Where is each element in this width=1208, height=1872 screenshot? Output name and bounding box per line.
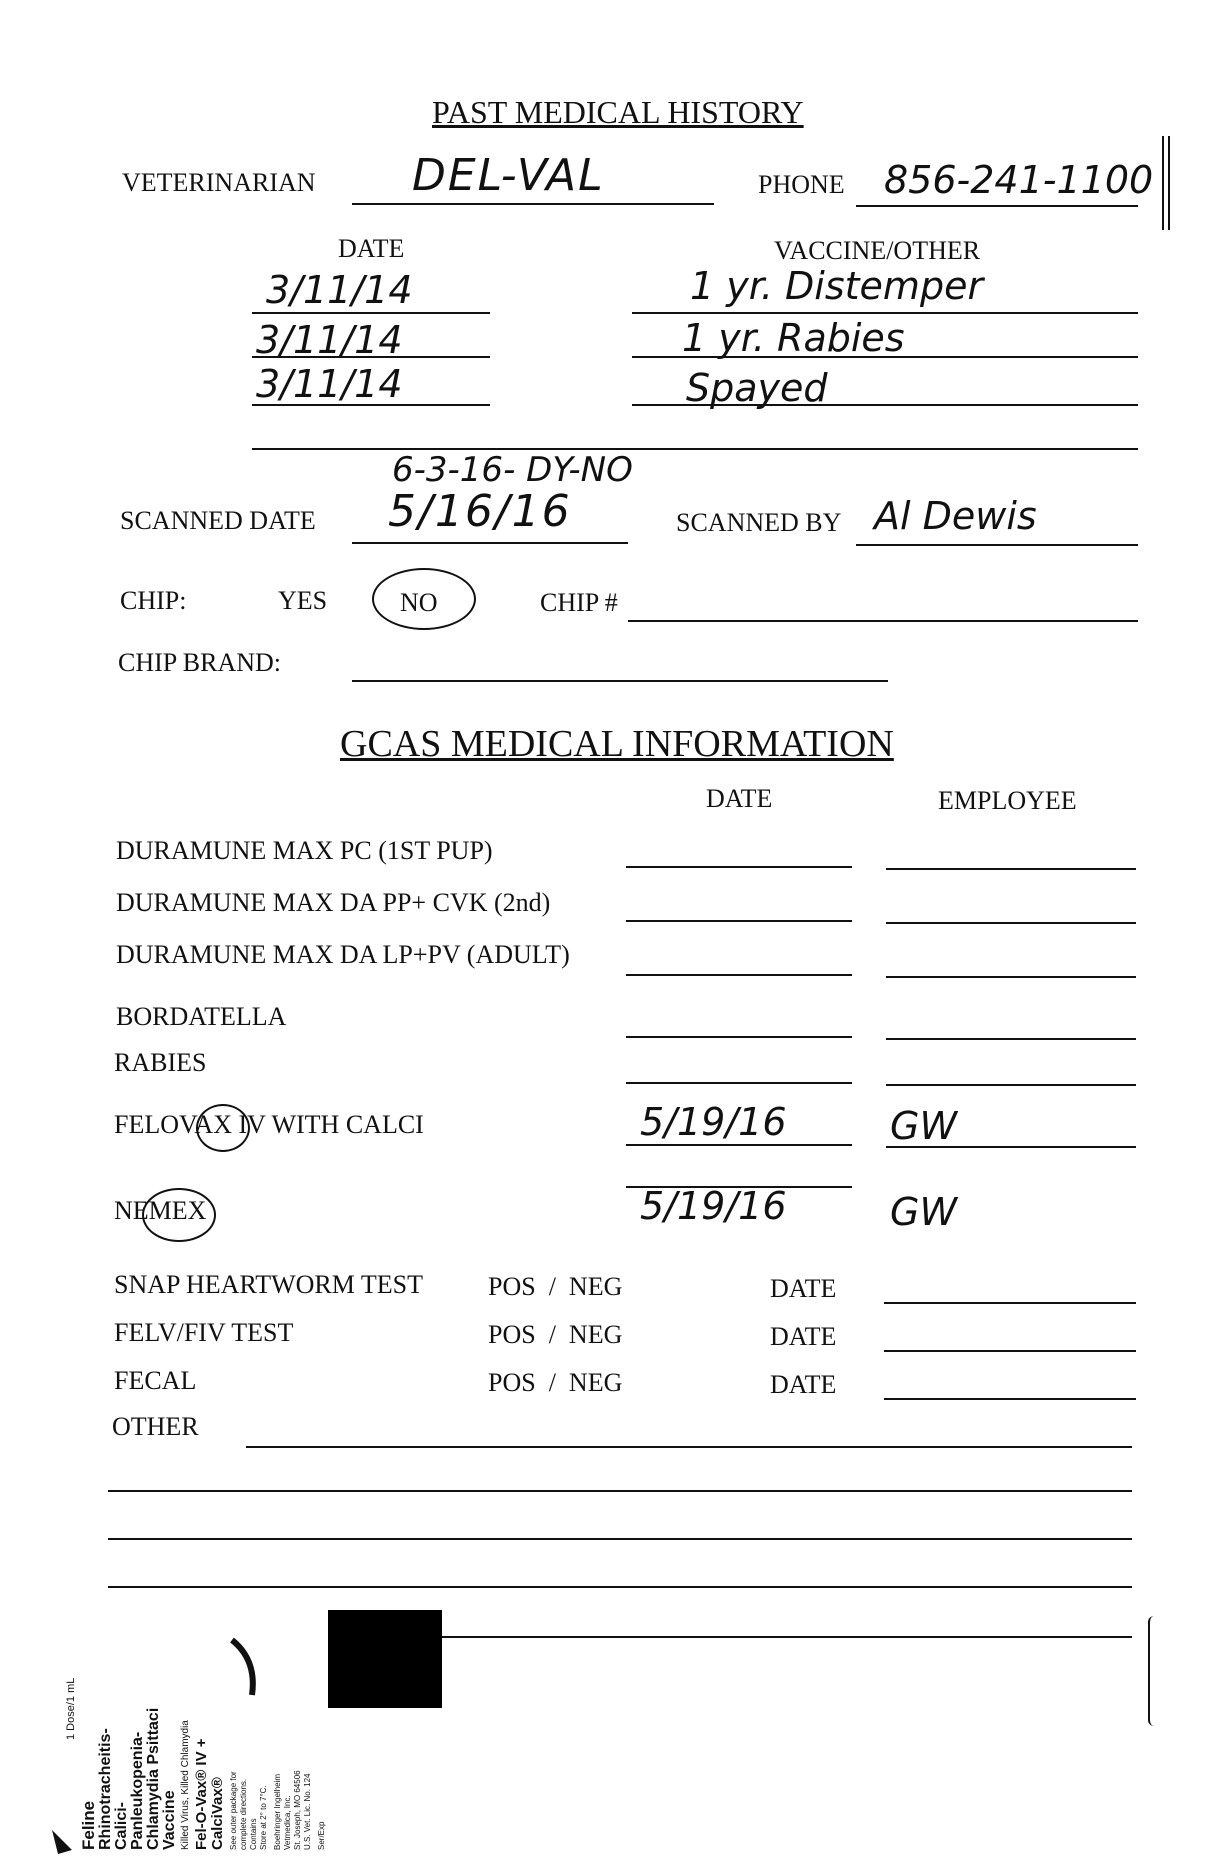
handwritten-note: 6-3-16- DY-NO xyxy=(392,450,633,490)
vaccine-name-1: DURAMUNE MAX PC (1ST PUP) xyxy=(116,836,493,865)
sticker-dose: 1 Dose/1 mL xyxy=(65,1677,77,1740)
history-date-2[interactable]: 3/11/14 xyxy=(256,318,403,362)
chip-no-option[interactable]: NO xyxy=(400,588,438,617)
date-header: DATE xyxy=(338,234,405,263)
chip-brand-line[interactable] xyxy=(352,680,888,682)
test-date-label-3: DATE xyxy=(770,1370,837,1399)
vaccine-name-2: DURAMUNE MAX DA PP+ CVK (2nd) xyxy=(116,888,551,917)
vaccine-date-line-6[interactable] xyxy=(626,1144,852,1146)
vaccine-employee-line-6[interactable] xyxy=(886,1146,1136,1148)
scanned-date-label: SCANNED DATE xyxy=(120,506,316,535)
test-result-3[interactable]: POS / NEG xyxy=(488,1368,623,1397)
vaccine-date-line-5[interactable] xyxy=(626,1082,852,1084)
sticker-brand-2: CalciVax® xyxy=(209,1777,226,1850)
vaccine-sticker-art xyxy=(52,1600,352,1860)
chip-yes-option[interactable]: YES xyxy=(278,586,328,615)
chip-number-line[interactable] xyxy=(628,620,1138,622)
vaccine-name-3: DURAMUNE MAX DA LP+PV (ADULT) xyxy=(116,940,570,969)
sticker-storage-1: See outer package for xyxy=(229,1771,238,1850)
other-line-2[interactable] xyxy=(108,1490,1132,1492)
chip-number-label: CHIP # xyxy=(540,588,618,617)
test-name-1: SNAP HEARTWORM TEST xyxy=(114,1270,424,1299)
sticker-line-1: Feline xyxy=(79,1800,98,1850)
test-name-3: FECAL xyxy=(114,1366,197,1395)
history-item-3[interactable]: Spayed xyxy=(686,366,828,410)
sticker-storage-4: Store at 2° to 7°C. xyxy=(259,1785,268,1850)
scanned-date-line xyxy=(352,542,628,544)
chip-no-circle xyxy=(372,568,476,630)
other-line-3[interactable] xyxy=(108,1538,1132,1540)
sticker-line-5: Chlamydia Psittaci xyxy=(145,1707,162,1850)
history-date-line-1 xyxy=(252,312,490,314)
sticker-line-2: Rhinotracheitis- xyxy=(97,1728,114,1850)
gcas-title: GCAS MEDICAL INFORMATION xyxy=(340,723,894,765)
sticker-swoosh-icon xyxy=(232,1640,253,1695)
sticker-line-4: Panleukopenia- xyxy=(129,1731,146,1850)
sticker-maker-1: Boehringer Ingelheim xyxy=(273,1773,282,1850)
test-result-2[interactable]: POS / NEG xyxy=(488,1320,623,1349)
sticker-storage-3: Contains xyxy=(249,1818,258,1850)
vaccine-name-5: RABIES xyxy=(114,1048,207,1077)
sticker-line-6: Vaccine xyxy=(161,1790,178,1850)
past-history-title: PAST MEDICAL HISTORY xyxy=(432,94,804,130)
sticker-storage-2: complete directions. xyxy=(239,1778,248,1850)
vaccine-name-7: NEMEX xyxy=(114,1196,207,1225)
other-line-4[interactable] xyxy=(108,1586,1132,1588)
sticker-maker-3: St. Joseph, MO 64506 xyxy=(293,1770,302,1850)
scanned-by-label: SCANNED BY xyxy=(676,508,842,537)
felovax-circle xyxy=(196,1104,250,1152)
history-item-line-3 xyxy=(632,404,1138,406)
chip-label: CHIP: xyxy=(120,586,187,615)
other-label: OTHER xyxy=(112,1412,199,1441)
gcas-employee-header: EMPLOYEE xyxy=(938,786,1077,815)
history-item-line-2 xyxy=(632,356,1138,358)
history-date-3[interactable]: 3/11/14 xyxy=(256,362,403,406)
vaccine-employee-line-4[interactable] xyxy=(886,1038,1136,1040)
vaccine-date-6[interactable]: 5/19/16 xyxy=(640,1100,787,1144)
history-date-line-2 xyxy=(252,356,490,358)
vaccine-other-header: VACCINE/OTHER xyxy=(774,236,981,265)
chip-brand-label: CHIP BRAND: xyxy=(118,648,282,677)
vaccine-date-line-1[interactable] xyxy=(626,866,852,868)
veterinarian-line xyxy=(352,203,714,205)
vaccine-sticker xyxy=(52,1600,352,1860)
sticker-arrow-icon xyxy=(52,1830,72,1854)
test-name-2: FELV/FIV TEST xyxy=(114,1318,294,1347)
sticker-sub: Killed Virus, Killed Chlamydia xyxy=(180,1720,191,1850)
sticker-serial: Ser/Exp xyxy=(317,1821,326,1850)
veterinarian-value[interactable]: DEL-VAL xyxy=(412,150,605,201)
phone-label: PHONE xyxy=(758,170,845,199)
vaccine-name-4: BORDATELLA xyxy=(116,1002,287,1031)
gcas-date-header: DATE xyxy=(706,784,773,813)
sticker-maker-2: Vetmedica, Inc. xyxy=(283,1795,292,1850)
sticker-line-3: Calici- xyxy=(113,1801,130,1850)
test-date-line-3[interactable] xyxy=(884,1398,1136,1400)
vaccine-date-line-2[interactable] xyxy=(626,920,852,922)
vaccine-employee-line-3[interactable] xyxy=(886,976,1136,978)
veterinarian-label: VETERINARIAN xyxy=(122,168,316,197)
phone-line xyxy=(856,205,1138,207)
test-date-label-2: DATE xyxy=(770,1322,837,1351)
history-date-line-3 xyxy=(252,404,490,406)
other-line-1[interactable] xyxy=(246,1446,1132,1448)
vaccine-employee-line-5[interactable] xyxy=(886,1084,1136,1086)
vaccine-employee-line-2[interactable] xyxy=(886,922,1136,924)
sticker-brand: Fel-O-Vax® IV + xyxy=(193,1738,210,1850)
vaccine-date-7[interactable]: 5/19/16 xyxy=(640,1184,787,1228)
history-item-1[interactable]: 1 yr. Distemper xyxy=(690,264,984,308)
test-date-label-1: DATE xyxy=(770,1274,837,1303)
nemex-circle xyxy=(142,1188,216,1242)
margin-mark xyxy=(1162,136,1170,230)
test-date-line-1[interactable] xyxy=(884,1302,1136,1304)
scanned-date-value[interactable]: 5/16/16 xyxy=(388,486,572,537)
phone-value[interactable]: 856-241-1100 xyxy=(884,158,1154,202)
history-item-line-1 xyxy=(632,312,1138,314)
test-date-line-2[interactable] xyxy=(884,1350,1136,1352)
history-blank-line xyxy=(252,448,1138,450)
other-line-5[interactable] xyxy=(440,1636,1132,1638)
history-item-2[interactable]: 1 yr. Rabies xyxy=(682,316,905,360)
scanned-by-value[interactable]: Al Dewis xyxy=(874,494,1037,538)
vaccine-name-6: FELOVAX IV WITH CALCI xyxy=(114,1110,424,1139)
vaccine-date-line-4[interactable] xyxy=(626,1036,852,1038)
vaccine-employee-line-1[interactable] xyxy=(886,868,1136,870)
vaccine-employee-6[interactable]: GW xyxy=(890,1104,958,1148)
sticker-maker-4: U.S. Vet. Lic. No. 124 xyxy=(303,1773,312,1850)
test-result-1[interactable]: POS / NEG xyxy=(488,1272,623,1301)
scanned-by-line xyxy=(856,544,1138,546)
vaccine-employee-7[interactable]: GW xyxy=(890,1190,958,1234)
margin-bracket xyxy=(1148,1616,1160,1726)
history-date-1[interactable]: 3/11/14 xyxy=(266,268,413,312)
vaccine-date-line-3[interactable] xyxy=(626,974,852,976)
